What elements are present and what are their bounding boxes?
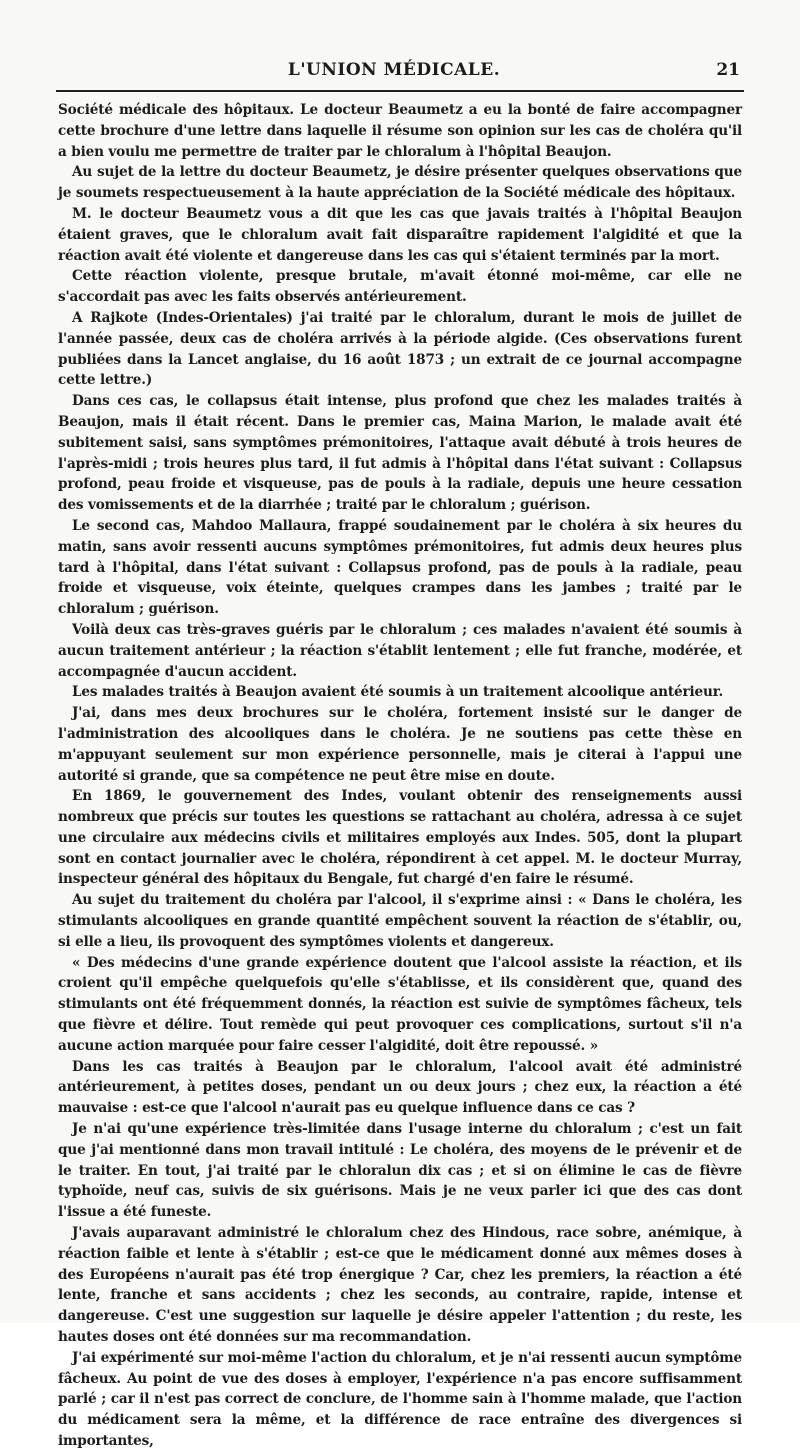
paragraph: « Des médecins d'une grande expérience doutent que l'alcool assiste la réaction, et ils croient qu'il empêche quelquefois qu'elle s'établisse, et ils considèrent que, quand des stimulants ont été fréquemment donnés, la réaction est suivie de symptômes fâcheux, tels que fièvre et délire. Tout remède qui peut provoquer ces complications, surtout s'il n'a aucune action marquée pour faire cesser l'algidité, doit être repoussé. » — [58, 954, 742, 1054]
page-number: 21 — [716, 60, 740, 80]
paragraph: Le second cas, Mahdoo Mallaura, frappé soudainement par le choléra à six heures du matin, sans avoir ressenti aucuns symptômes prémonitoires, fut admis deux heures plus tard à l'hôpital, dans l'état suivant : Collapsus profond, pas de pouls à la radiale, peau froide et visqueuse, voix éteinte, quelques crampes dans les jambes ; traité par le chloralum ; guérison. — [58, 517, 742, 618]
paragraph: Société médicale des hôpitaux. Le docteur Beaumetz a eu la bonté de faire accompagner cette brochure d'une lettre dans laquelle il résume son opinion sur les cas de choléra qu'il a bien voulu me permettre de traiter par le chloralum à l'hôpital Beaujon. — [58, 102, 742, 160]
paragraph: Dans les cas traités à Beaujon par le chloralum, l'alcool avait été administré antérieurement, à petites doses, pendant un ou deux jours ; chez eux, la réaction a été mauvaise : est-ce que l'alcool n'aurait pas eu quelque influence dans ce cas ? — [58, 1058, 742, 1117]
paragraph: Cette réaction violente, presque brutale, m'avait étonné moi-même, car elle ne s'accordait pas avec les faits observés antérieurement. — [58, 268, 742, 306]
paragraph: Les malades traités à Beaujon avaient été soumis à un traitement alcoolique antérieur. — [72, 684, 724, 701]
paragraph: M. le docteur Beaumetz vous a dit que les cas que javais traités à l'hôpital Beaujon étaient graves, que le chloralum avait fait disparaître rapidement l'algidité et que la réaction avait été violente et dangereuse dans les cas qui s'étaient terminés par la mort. — [58, 205, 742, 264]
paragraph: J'avais auparavant administré le chloralum chez des Hindous, race sobre, anémique, à réaction faible et lente à s'établir ; est-ce que le médicament donné aux mêmes doses à des Européens n'aurait pas été trop énergique ? Car, chez les premiers, la réaction a été lente, franche et sans accidents ; chez les seconds, au contraire, rapide, intense et dangereuse. C'est une suggestion sur laquelle je désire appeler l'attention ; du reste, les hautes doses ont été données sur ma recommandation. — [58, 1225, 742, 1346]
running-header — [48, 58, 740, 88]
article-body — [58, 100, 742, 1452]
journal-title: L'UNION MÉDICALE. — [287, 60, 501, 80]
header-rule — [56, 90, 744, 92]
paragraph: En 1869, le gouvernement des Indes, voulant obtenir des renseignements aussi nombreux que précis sur toutes les questions se rattachant au choléra, adressa à ce sujet une circulaire aux médecins civils et militaires employés aux Indes. 505, dont la plupart sont en contact journalier avec le choléra, répondirent à cet appel. M. le docteur Murray, inspecteur général des hôpitaux du Bengale, fut chargé d'en faire le résumé. — [58, 788, 742, 888]
paragraph: Je n'ai qu'une expérience très-limitée dans l'usage interne du chloralum ; c'est un fait que j'ai mentionné dans mon travail intitulé : Le choléra, des moyens de le prévenir et de le traiter. En tout, j'ai traité par le chloralun dix cas ; et si on élimine le cas de fièvre typhoïde, neuf cas, suivis de six guérisons. Mais je ne veux parler ici que des cas dont l'issue a été funeste. — [58, 1121, 742, 1221]
paragraph: Au sujet de la lettre du docteur Beaumetz, je désire présenter quelques observations que je soumets respectueusement à la haute appréciation de la Société médicale des hôpitaux. — [58, 164, 742, 202]
paragraph: Dans ces cas, le collapsus était intense, plus profond que chez les malades traités à Beaujon, mais il était récent. Dans le premier cas, Maina Marion, le malade avait été subitement saisi, sans symptômes prémonitoires, l'attaque avait débuté à trois heures de l'après-midi ; trois heures plus tard, il fut admis à l'hôpital dans l'état suivant : Collapsus profond, peau froide et visqueuse, pas de pouls à la radiale, depuis une heure cessation des vomissements et de la diarrhée ; traité par le chloralum ; guérison. — [58, 393, 742, 514]
paragraph: A Rajkote (Indes-Orientales) j'ai traité par le chloralum, durant le mois de juillet de l'année passée, deux cas de choléra arrivés à la période algide. (Ces observations furent publiées dans la Lancet anglaise, du 16 août 1873 ; un extrait de ce journal accompagne cette lettre.) — [58, 309, 742, 389]
paragraph: Voilà deux cas très-graves guéris par le chloralum ; ces malades n'avaient été soumis à aucun traitement antérieur ; la réaction s'établit lentement ; elle fut franche, modérée, et accompagnée d'aucun accident. — [58, 621, 742, 680]
paragraph: J'ai expérimenté sur moi-même l'action du chloralum, et je n'ai ressenti aucun symptôme fâcheux. Au point de vue des doses à employer, l'expérience n'a pas encore suffisamment parlé ; car il n'est pas correct de conclure, de l'homme sain à l'homme malade, que l'action du médicament sera la même, et la différence de race entraîne des divergences si importantes, — [58, 1349, 742, 1449]
paragraph: J'ai, dans mes deux brochures sur le choléra, fortement insisté sur le danger de l'administration des alcooliques dans le choléra. Je ne soutiens pas cette thèse en m'appuyant seulement sur mon expérience personnelle, mais je citerai à l'appui une autorité si grande, que sa compétence ne peut être mise en doute. — [58, 705, 742, 784]
paragraph: Au sujet du traitement du choléra par l'alcool, il s'exprime ainsi : « Dans le choléra, les stimulants alcooliques en grande quantité empêchent souvent la réaction de s'établir, ou, si elle a lieu, ils provoquent des symptômes violents et dangereux. — [58, 892, 742, 950]
